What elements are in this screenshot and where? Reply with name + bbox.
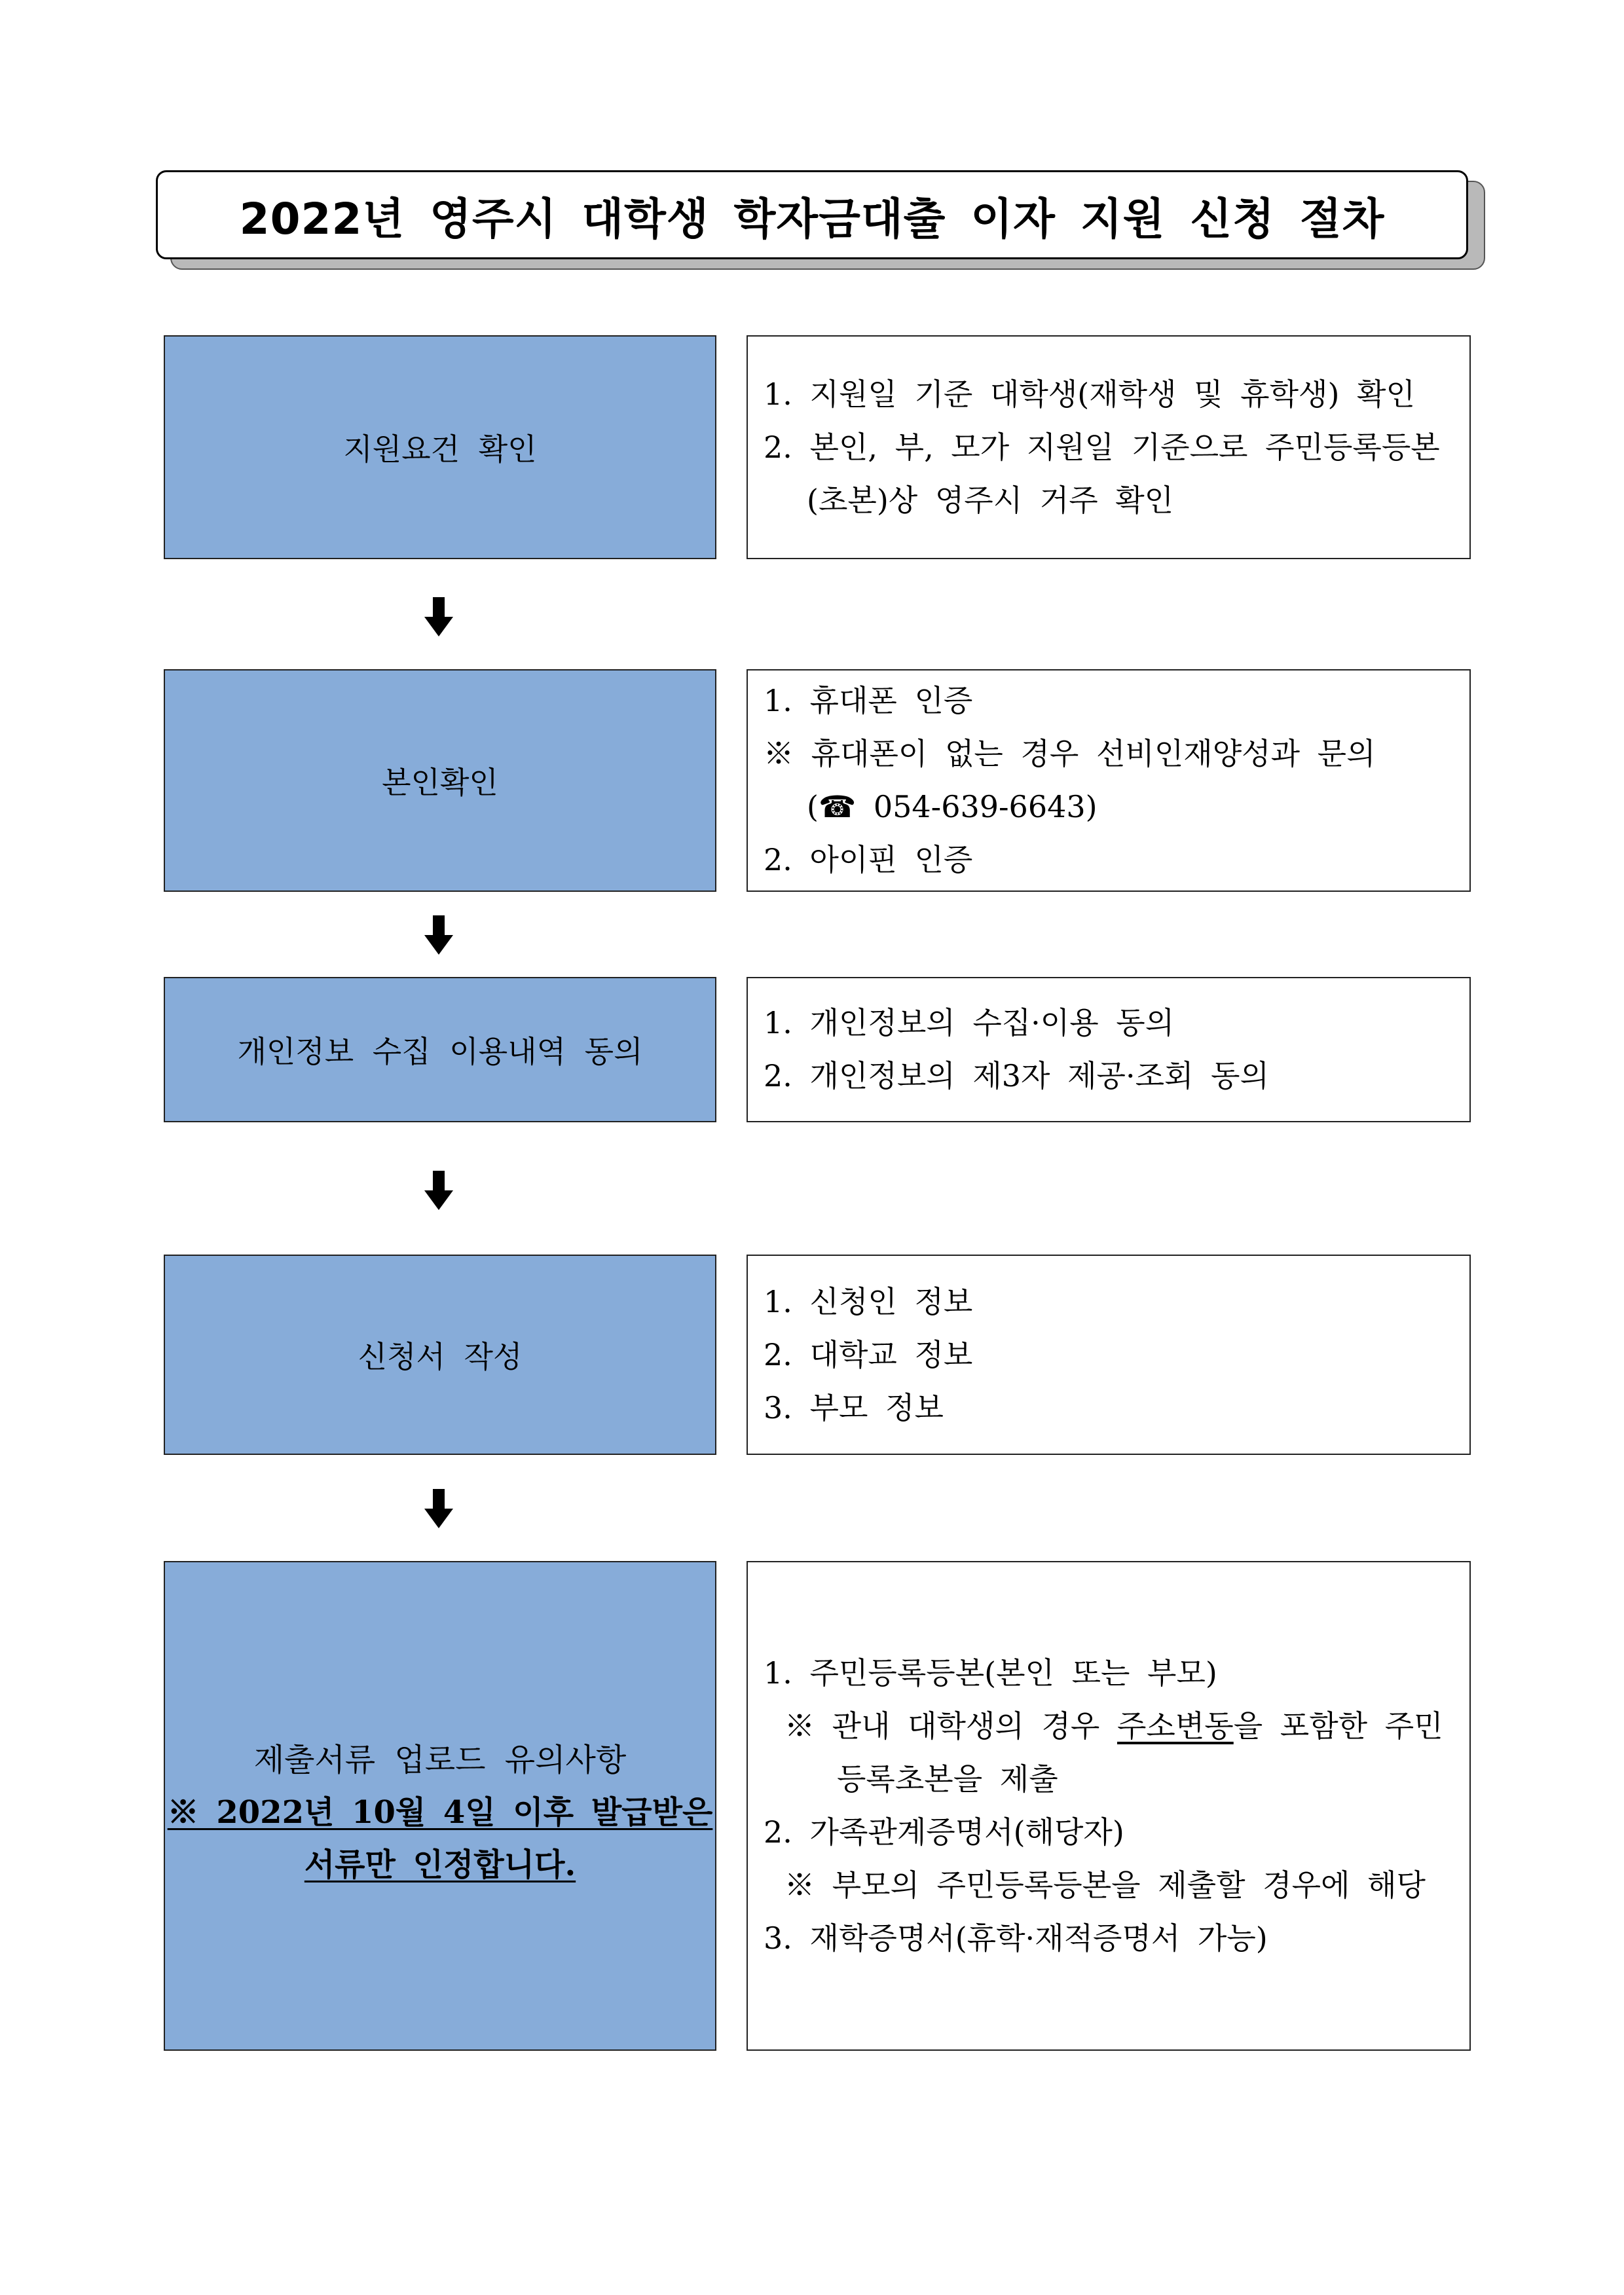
step-3-line-1: 1. 개인정보의 수집·이용 동의 xyxy=(764,1005,1175,1040)
step-1-detail-box xyxy=(747,335,1471,559)
step-5-note-2: ※ 부모의 주민등록등본을 제출할 경우에 해당 xyxy=(784,1867,1426,1903)
step-3-line-2: 2. 개인정보의 제3자 제공·조회 동의 xyxy=(764,1058,1269,1093)
step-5-note-1-cont: 등록초본을 제출 xyxy=(837,1761,1058,1797)
step-4-label: 신청서 작성 xyxy=(358,1339,523,1374)
step-2-label: 본인확인 xyxy=(382,765,498,800)
step-5-detail-box xyxy=(747,1561,1471,2051)
step-2-line-1: 1. 휴대폰 인증 xyxy=(764,683,973,718)
step-3-label-box xyxy=(164,977,716,1122)
step-2-label-box xyxy=(164,669,716,892)
step-5-warning-line-2: 서류만 인정합니다. xyxy=(304,1846,576,1883)
step-1-label-box xyxy=(164,335,716,559)
step-2-line-4: 2. 아이핀 인증 xyxy=(764,842,973,877)
step-4-line-2: 2. 대학교 정보 xyxy=(764,1336,973,1372)
step-3-detail-box xyxy=(747,977,1471,1122)
arrow-down-icon xyxy=(424,915,453,955)
step-2-phone: (☎ 054-639-6643) xyxy=(807,789,1098,824)
step-1-line-1: 1. 지원일 기준 대학생(재학생 및 휴학생) 확인 xyxy=(764,376,1415,412)
step-5-line-3: 3. 재학증명서(휴학·재적증명서 가능) xyxy=(764,1920,1268,1956)
step-5-warning-line-1: ※ 2022년 10월 4일 이후 발급받은 xyxy=(167,1794,713,1831)
step-5-label: 제출서류 업로드 유의사항 xyxy=(253,1742,627,1778)
step-4-label-box xyxy=(164,1255,716,1455)
title-box xyxy=(156,170,1468,259)
arrow-down-icon xyxy=(424,597,453,636)
step-1-line-2: 2. 본인, 부, 모가 지원일 기준으로 주민등록등본 xyxy=(764,429,1440,465)
step-2-line-2: ※ 휴대폰이 없는 경우 선비인재양성과 문의 xyxy=(764,736,1376,771)
step-4-line-1: 1. 신청인 정보 xyxy=(764,1283,973,1319)
step-5-line-2: 2. 가족관계증명서(해당자) xyxy=(764,1814,1124,1850)
step-4-detail-box xyxy=(747,1255,1471,1455)
step-4-line-3: 3. 부모 정보 xyxy=(764,1389,944,1425)
step-5-note-1: ※ 관내 대학생의 경우 주소변동을 포함한 주민 xyxy=(784,1708,1443,1744)
step-1-label: 지원요건 확인 xyxy=(343,431,537,467)
step-3-label: 개인정보 수집 이용내역 동의 xyxy=(237,1034,643,1069)
address-change-text: 주소변동 xyxy=(1116,1708,1234,1744)
arrow-down-icon xyxy=(424,1489,453,1528)
step-5-line-1: 1. 주민등록등본(본인 또는 부모) xyxy=(764,1655,1217,1691)
step-5-label-box xyxy=(164,1561,716,2051)
page-title: 2022년 영주시 대학생 학자금대출 이자 지원 신청 절차 xyxy=(239,193,1385,244)
step-2-detail-box xyxy=(747,669,1471,892)
step-1-line-3: (초본)상 영주시 거주 확인 xyxy=(807,482,1174,518)
arrow-down-icon xyxy=(424,1171,453,1210)
